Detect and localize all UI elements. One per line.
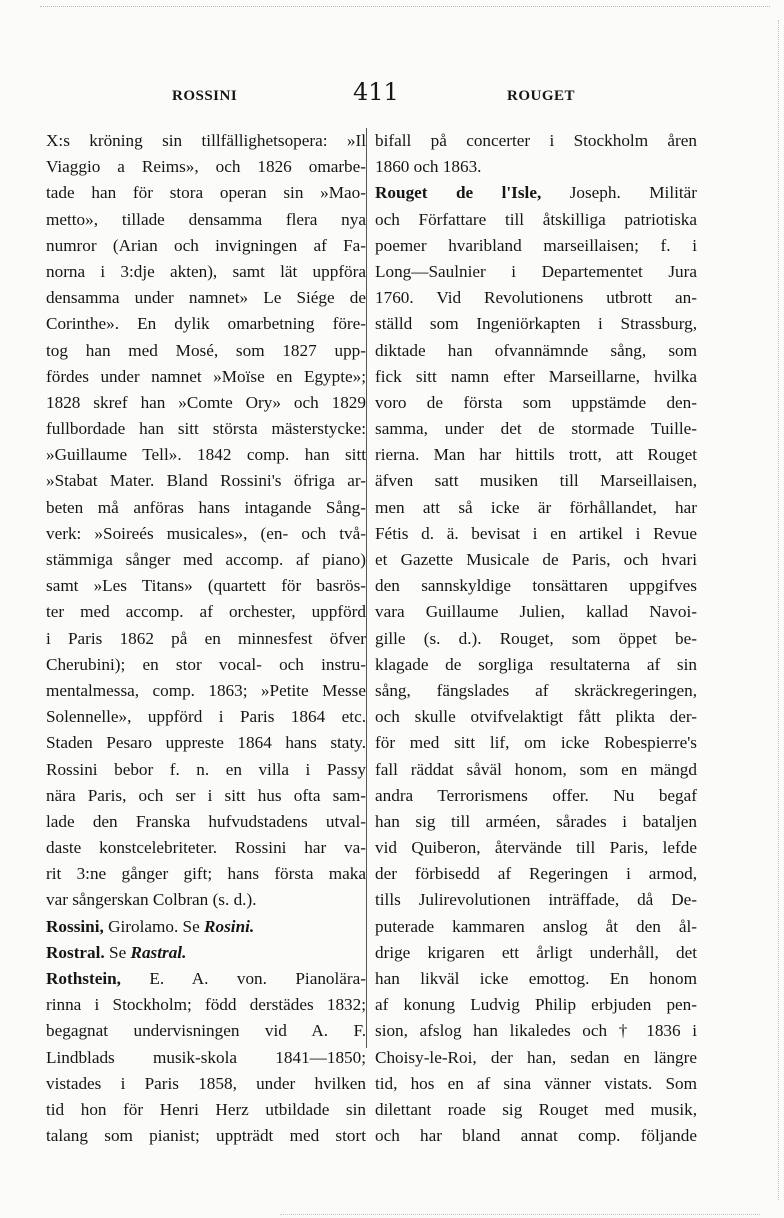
left-column (46, 128, 366, 1149)
line-text: bifall på concerter i Stockholm åren (375, 131, 697, 150)
cross-reference: Rastral. (130, 942, 187, 962)
line-text: 1760. Vid Revolutionens utbrott an- (375, 288, 697, 308)
line-text: Joseph. Militär (541, 183, 697, 203)
text-line (375, 390, 697, 416)
line-text: »Guillaume Tell». 1842 comp. han sitt (46, 445, 366, 465)
text-line (46, 626, 366, 652)
text-line (46, 599, 366, 625)
right-column (375, 128, 697, 1149)
line-text: poemer hvaribland marseillaisen; f. i (375, 235, 697, 255)
text-line (46, 1123, 366, 1149)
line-text: ställd som Ingeniörkapten i Strassburg, (375, 314, 697, 334)
text-line (375, 521, 697, 547)
text-line (375, 783, 697, 809)
line-text: han likväl icke emottog. En honom (375, 969, 697, 988)
line-text: ter med accomp. af orchester, uppförd (46, 602, 366, 622)
line-text: och har bland annat comp. följande (375, 1126, 697, 1146)
text-line (375, 547, 697, 573)
text-line (46, 704, 366, 730)
line-text: i Paris 1862 på en minnesfest öfver (46, 628, 366, 648)
text-line (46, 1045, 366, 1071)
line-text: numror (Arian och invigningen af Fa- (46, 235, 366, 255)
line-text: X:s kröning sin tillfällighetsopera: »Il (46, 131, 366, 150)
text-line (375, 416, 697, 442)
text-line (375, 154, 697, 180)
line-text: Corinthe». En dylik omarbetning före- (46, 314, 366, 334)
line-text: andra Terrorismens offer. Nu begaf (375, 785, 697, 805)
text-line (375, 835, 697, 861)
line-text: dilettant roade sig Rouget med musik, (375, 1099, 697, 1119)
line-text: tog han med Mosé, som 1827 upp- (46, 340, 366, 360)
text-line (46, 573, 366, 599)
line-text: men att så icke är förhållandet, har (375, 497, 697, 517)
line-text: Lindblads musik-skola 1841—1850; (46, 1047, 366, 1067)
header-right-keyword: ROUGET (507, 88, 576, 104)
text-line (46, 1097, 366, 1123)
text-line (46, 154, 366, 180)
line-text: gille (s. d.). Rouget, som öppet be- (375, 628, 697, 648)
text-line (375, 678, 697, 704)
text-line (46, 914, 366, 940)
line-text: Choisy-le-Roi, der han, sedan en längre (375, 1047, 697, 1067)
text-line (46, 416, 366, 442)
line-text: diktade han ofvannämnde sång, som (375, 340, 697, 360)
text-line (46, 468, 366, 494)
text-line (46, 207, 366, 233)
text-line (46, 442, 366, 468)
line-text: sång, fängslades af skräckregeringen, (375, 680, 697, 700)
line-text: stämmiga sånger med accomp. af piano) (46, 550, 366, 569)
line-text: vid Quiberon, återvände till Paris, lefde (375, 838, 697, 858)
line-text: verk: »Soireés musicales», (en- och två- (46, 523, 366, 543)
text-line (375, 1071, 697, 1097)
page-number: 411 (353, 78, 399, 106)
line-text: rit 3:ne gånger gift; hans första maka (46, 864, 366, 884)
line-text: 1860 och 1863. (375, 157, 482, 177)
header-left-keyword: ROSSINI (172, 88, 238, 104)
text-line (46, 783, 366, 809)
cross-reference: Rosini. (204, 916, 255, 936)
line-text: vara Guillaume Julien, kallad Navoi- (375, 602, 697, 622)
line-text: var sångerskan Colbran (s. d.). (46, 890, 257, 910)
text-line (46, 652, 366, 678)
text-line (46, 521, 366, 547)
column-divider (366, 128, 367, 1048)
text-line (46, 757, 366, 783)
line-text: sion, afslog han likaledes och † 1836 i (375, 1021, 697, 1041)
text-line (375, 704, 697, 730)
line-text: Rossini bebor f. n. en villa i Passy (46, 759, 366, 779)
line-text: drige krigaren ett årligt underhåll, det (375, 942, 697, 962)
scan-edge-right (778, 20, 779, 1200)
line-text: fördes under namnet »Moïse en Egypte»; (46, 366, 366, 386)
line-text: fall räddat såväl honom, som en mängd (375, 759, 697, 779)
line-text: Viaggio a Reims», och 1826 omarbe- (46, 157, 366, 177)
line-text: daste konstcelebriteter. Rossini har va- (46, 838, 366, 858)
line-text: begagnat undervisningen vid A. F. (46, 1021, 366, 1041)
text-line (375, 128, 697, 154)
line-text: samt »Les Titans» (quartett för basrös- (46, 576, 366, 596)
line-text: och Författare till åtskilliga patriotiska (375, 209, 697, 229)
line-text: Long—Saulnier i Departementet Jura (375, 261, 697, 281)
line-text: och skulle otvifvelaktigt fått plikta der- (375, 707, 697, 727)
line-text: voro de första som uppstämde den- (375, 392, 697, 412)
text-line (46, 1071, 366, 1097)
text-line (375, 914, 697, 940)
line-text: der förbisedd af Regeringen i armod, (375, 864, 697, 884)
line-text: nära Paris, och ser i sitt hus ofta sam- (46, 785, 366, 805)
running-header (0, 78, 784, 118)
entry-headword: Rouget de l'Isle, (375, 183, 542, 203)
line-text: fullbordade han sitt största mästerstycke: (46, 419, 366, 439)
text-line (46, 730, 366, 756)
text-line (375, 285, 697, 311)
text-line (375, 442, 697, 468)
line-text: vistades i Paris 1858, under hvilken (46, 1073, 366, 1093)
line-text: talang som pianist; uppträdt med stort (46, 1126, 366, 1146)
line-text: Solennelle», uppförd i Paris 1864 etc. (46, 707, 366, 727)
text-line (46, 285, 366, 311)
text-line (46, 128, 366, 154)
text-line (375, 1097, 697, 1123)
line-text: norna i 3:dje akten), samt lät uppföra (46, 261, 366, 281)
entry-headword: Rostral. (46, 942, 105, 962)
text-line (46, 259, 366, 285)
line-text: lade den Franska hufvudstadens utval- (46, 811, 366, 831)
line-text: Staden Pesaro uppreste 1864 hans staty. (46, 733, 366, 753)
line-text: puterade kammaren anslog åt den ål- (375, 916, 697, 936)
line-text: Cherubini); en stor vocal- och instru- (46, 654, 366, 674)
line-text: et Gazette Musicale de Paris, och hvari (375, 550, 697, 569)
text-line (46, 180, 366, 206)
text-line (375, 180, 697, 206)
text-line (375, 573, 697, 599)
line-text: tills Julirevolutionen inträffade, då De- (375, 890, 697, 910)
line-text: tade han för stora operan sin »Mao- (46, 183, 366, 203)
text-line (375, 809, 697, 835)
line-text: 1828 skref han »Comte Ory» och 1829 (46, 392, 366, 412)
line-text: Fétis d. ä. bevisat i en artikel i Revue (375, 523, 697, 543)
text-line (375, 966, 697, 992)
text-line (375, 311, 697, 337)
text-line (375, 1018, 697, 1044)
line-text: E. A. von. Pianolära- (120, 969, 366, 988)
text-line (375, 861, 697, 887)
text-line (46, 547, 366, 573)
text-line (46, 233, 366, 259)
text-line (375, 495, 697, 521)
text-line (46, 390, 366, 416)
line-text: mentalmessa, comp. 1863; »Petite Messe (46, 680, 366, 700)
line-text: Se (104, 942, 131, 962)
scan-edge-bottom (280, 1214, 760, 1215)
text-line (375, 338, 697, 364)
text-line (46, 1018, 366, 1044)
line-text: klagade de sorgliga resultaterna af sin (375, 654, 697, 674)
text-line (375, 1045, 697, 1071)
text-line (375, 730, 697, 756)
text-line (46, 861, 366, 887)
text-line (375, 992, 697, 1018)
text-line (375, 940, 697, 966)
text-line (46, 835, 366, 861)
text-line (375, 259, 697, 285)
text-line (375, 626, 697, 652)
line-text: fick sitt namn efter Marseillarne, hvilka (375, 366, 697, 386)
text-line (46, 311, 366, 337)
line-text: rinna i Stockholm; född derstädes 1832; (46, 995, 366, 1015)
text-line (46, 966, 366, 992)
text-line (46, 809, 366, 835)
text-line (375, 652, 697, 678)
line-text: tid hon för Henri Herz utbildade sin (46, 1099, 366, 1119)
text-line (375, 887, 697, 913)
text-line (46, 678, 366, 704)
line-text: samma, under det de stormade Tuille- (375, 419, 697, 439)
text-line (375, 599, 697, 625)
text-line (375, 364, 697, 390)
text-line (375, 1123, 697, 1149)
text-line (375, 757, 697, 783)
line-text: för med sitt lif, om icke Robespierre's (375, 733, 697, 753)
line-text: af konung Ludvig Philip erbjuden pen- (375, 995, 697, 1015)
line-text: han sig till arméen, sårades i bataljen (375, 811, 697, 831)
line-text: beten må anföras hans intagande Sång- (46, 497, 366, 517)
line-text: »Stabat Mater. Bland Rossini's öfriga ar- (46, 471, 366, 491)
line-text: Girolamo. Se (103, 916, 205, 936)
line-text: tid, hos en af sina vänner vistats. Som (375, 1073, 697, 1093)
text-line (375, 468, 697, 494)
entry-headword: Rothstein, (46, 969, 121, 988)
scan-edge-top (40, 6, 770, 7)
text-line (375, 233, 697, 259)
text-line (375, 207, 697, 233)
text-line (46, 940, 366, 966)
line-text: rierna. Man har hittils trott, att Rouget (375, 445, 697, 465)
text-line (46, 495, 366, 521)
line-text: den sannskyldige tonsättaren uppgifves (375, 576, 697, 596)
entry-headword: Rossini, (46, 916, 104, 936)
line-text: densamma under namnet» Le Siége de (46, 288, 366, 308)
text-line (46, 887, 366, 913)
line-text: metto», tillade densamma flera nya (46, 209, 366, 229)
line-text: äfven satt musiken till Marseillaisen, (375, 471, 697, 491)
text-line (46, 992, 366, 1018)
text-line (46, 364, 366, 390)
text-line (46, 338, 366, 364)
